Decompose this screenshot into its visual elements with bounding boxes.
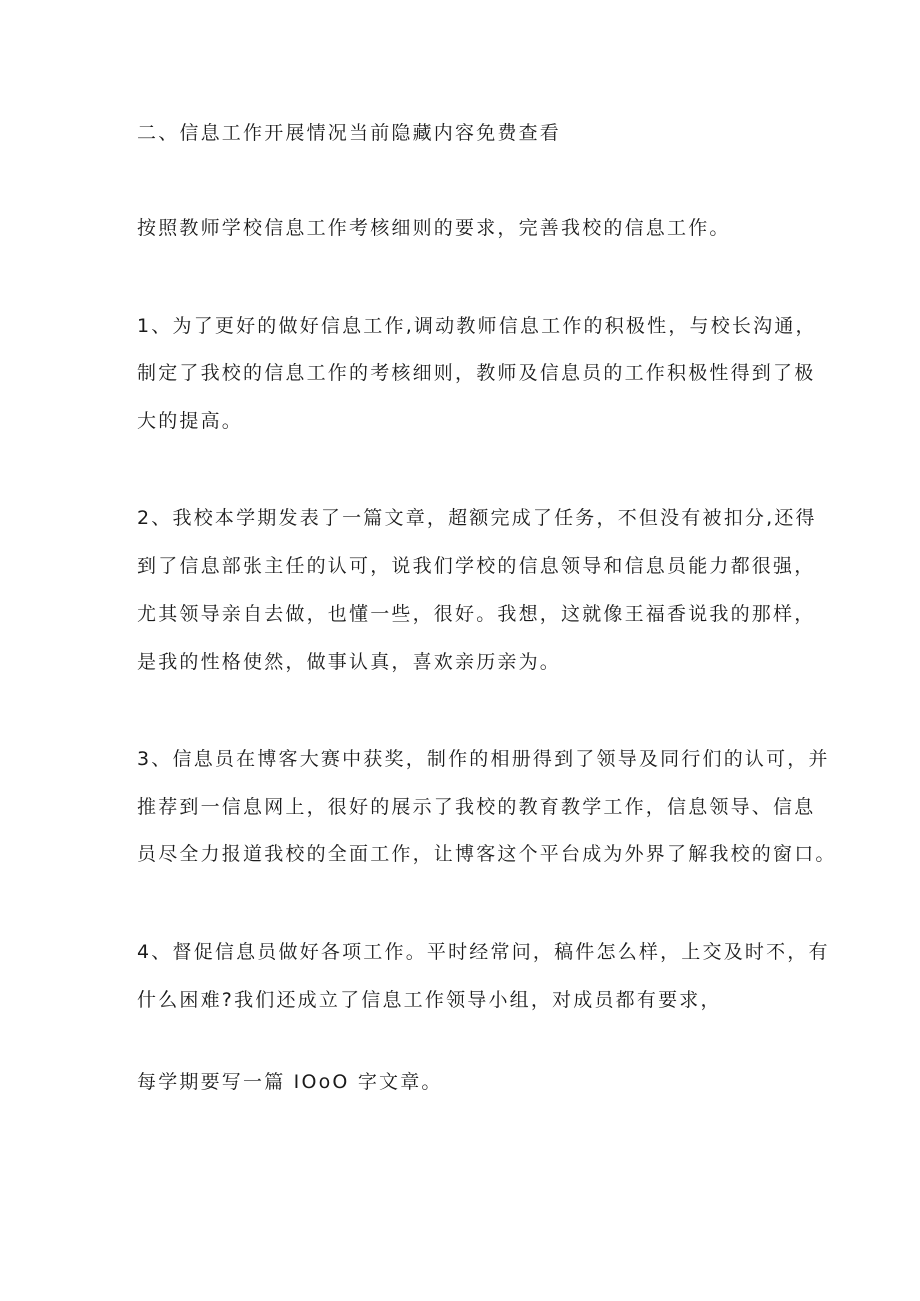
closing-line: 每学期要写一篇 IOoO 字文章。 xyxy=(137,1071,443,1093)
item-2-line-4: 是我的性格使然，做事认真，喜欢亲历亲为。 xyxy=(137,651,562,673)
item-2-line-3: 尤其领导亲自去做，也懂一些，很好。我想，这就像王福香说我的那样， xyxy=(137,603,816,625)
item-4-line-1: 4、督促信息员做好各项工作。平时经常问，稿件怎么样，上交及时不，有 xyxy=(137,941,830,963)
item-4-line-2: 什么困难?我们还成立了信息工作领导小组，对成员都有要求， xyxy=(137,989,722,1011)
item-1-line-2: 制定了我校的信息工作的考核细则，教师及信息员的工作积极性得到了极 xyxy=(137,362,816,384)
intro-paragraph: 按照教师学校信息工作考核细则的要求，完善我校的信息工作。 xyxy=(137,217,731,239)
item-3-line-3: 员尽全力报道我校的全面工作，让博客这个平台成为外界了解我校的窗口。 xyxy=(137,843,837,865)
item-1-line-1: 1、为了更好的做好信息工作,调动教师信息工作的积极性，与校长沟通， xyxy=(137,315,817,337)
item-2-line-2: 到了信息部张主任的认可，说我们学校的信息领导和信息员能力都很强， xyxy=(137,555,816,577)
item-3-line-2: 推荐到一信息网上，很好的展示了我校的教育教学工作，信息领导、信息 xyxy=(137,796,816,818)
item-1-line-3: 大的提高。 xyxy=(137,410,244,432)
section-heading: 二、信息工作开展情况当前隐藏内容免费查看 xyxy=(137,122,562,144)
item-2-line-1: 2、我校本学期发表了一篇文章，超额完成了任务，不但没有被扣分,还得 xyxy=(137,507,817,529)
item-3-line-1: 3、信息员在博客大赛中获奖，制作的相册得到了领导及同行们的认可，并 xyxy=(137,748,830,770)
